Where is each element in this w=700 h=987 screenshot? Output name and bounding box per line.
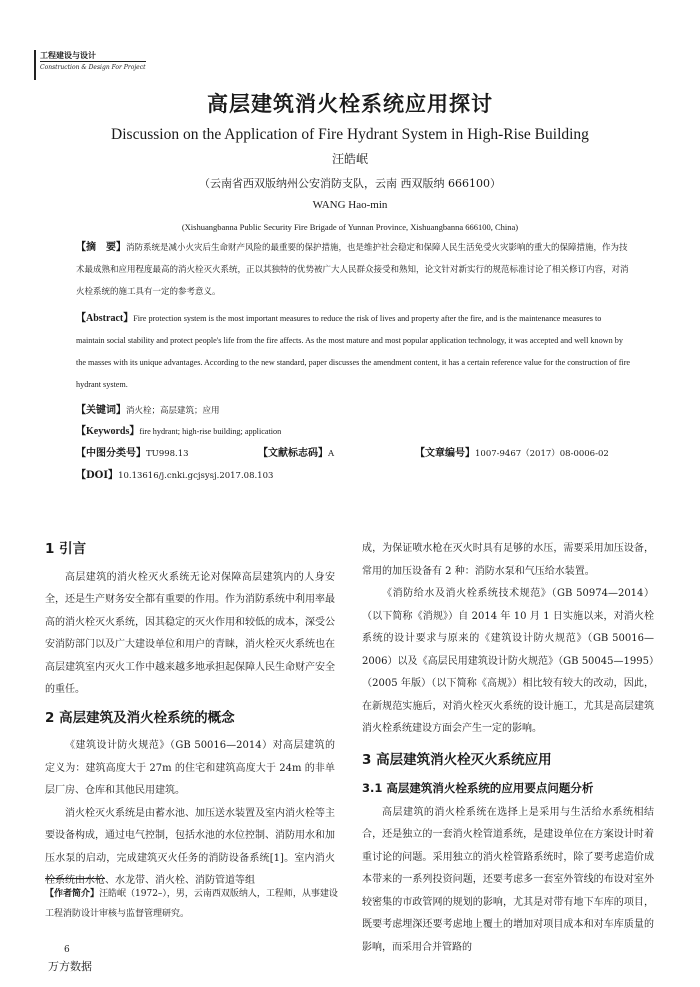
abstract-text-en: Fire protection system is the most important measures to reduce the risk of lives and property after the fire, and is the maintenance measures to maintain social stability and protect people's life from the fire affects. As the most mature and most popular application technology, it was accepted and well known by the masses with its unique advantages. According to the new standard, paper discusses the amendment content, it has a certain reference value for the construction of fire hydrant system. — [76, 314, 631, 389]
clc-label: 【中图分类号】 — [76, 448, 146, 459]
doi — [76, 466, 273, 481]
watermark: 万方数据 — [48, 960, 92, 973]
keywords-text-cn: 消火栓；高层建筑；应用 — [126, 406, 220, 416]
right-paragraph-regulation: 《消防给水及消火栓系统技术规范》（GB 50974—2014）（以下简称《消规》）自 2014 年 10 月 1 日实施以来，对消火栓系统的设计要求与原来的《建筑设计防火规范》（GB 50016—2006）以及《高层民用建筑设计防火规范》（GB 50045—1995）（2005 年版）（以下简称《高规》）相比较有较大的改动，因此，在新规范实施后，对消火栓灭火系统的设计施工，尤其是高层建筑消火栓系统建设方面会产生一定的影响。 — [362, 588, 654, 734]
article-number-value: 1007-9467（2017）08-0006-02 — [475, 449, 609, 459]
author-note — [45, 884, 341, 924]
right-column — [362, 538, 654, 959]
section-2-paragraph-1: 《建筑设计防火规范》（GB 50016—2014）对高层建筑的定义为：建筑高度大于 27m 的住宅和建筑高度大于 24m 的非单层厂房、仓库和其他民用建筑。 — [45, 740, 335, 796]
clc-value: TU998.13 — [146, 449, 189, 459]
page-number: 6 — [64, 945, 70, 955]
keywords-label-en: 【Keywords】 — [76, 426, 140, 437]
author-name-cn: 汪皓岷 — [331, 152, 368, 166]
abstract-en — [76, 308, 631, 396]
footnote-rule — [45, 878, 105, 879]
affiliation-cn: （云南省西双版纳州公安消防支队，云南 西双版纳 666100） — [199, 177, 501, 190]
article-title-en: Discussion on the Application of Fire Hydrant System in High-Rise Building — [111, 126, 589, 143]
doi-label: 【DOI】 — [76, 470, 119, 481]
section-1-heading: 1 引言 — [45, 541, 87, 557]
journal-header — [34, 50, 146, 80]
article-title-cn: 高层建筑消火栓系统应用探讨 — [207, 92, 493, 116]
document-code — [258, 444, 334, 459]
abstract-cn — [76, 237, 631, 303]
section-2-heading: 2 高层建筑及消火栓系统的概念 — [45, 709, 235, 726]
section-3-1-paragraph: 高层建筑的消火栓系统在选择上是采用与生活给水系统相结合，还是独立的一套消火栓管道系统，是建设单位在方案设计时着重讨论的问题。采用独立的消火栓管路系统时，除了要考虑造价成本带来的一系列投资问题，还要考虑多一套室外管线的布设对室外较密集的市政管网的规划的影响，尤其是对带有地下车库的项目，既要考虑埋深还要考虑地上覆土的增加对项目成本和对车库质量的影响，而采用合并管路的 — [362, 806, 654, 953]
journal-name-cn: 工程建设与设计 — [40, 51, 96, 60]
abstract-label-cn: 【摘 要】 — [76, 242, 126, 253]
keywords-en — [76, 421, 631, 443]
author-note-label: 【作者简介】 — [45, 889, 100, 899]
keywords-cn — [76, 400, 631, 422]
keywords-label-cn: 【关键词】 — [76, 405, 126, 416]
doi-value: 10.13616/j.cnki.gcjsysj.2017.08.103 — [118, 471, 274, 481]
right-paragraph-continued: 成，为保证喷水枪在灭火时具有足够的水压，需要采用加压设备，常用的加压设备有 2 种：消防水泵和气压给水装置。 — [362, 543, 654, 577]
affiliation-en: (Xishuangbanna Public Security Fire Brigade of Yunnan Province, Xishuangbanna 666100, China) — [181, 222, 519, 232]
document-code-label: 【文献标志码】 — [258, 448, 328, 459]
author-name-en: WANG Hao-min — [312, 199, 388, 211]
section-3-heading: 3 高层建筑消火栓灭火系统应用 — [362, 751, 552, 768]
journal-name-en: Construction & Design For Project — [40, 61, 146, 72]
article-number-label: 【文章编号】 — [415, 448, 475, 459]
abstract-label-en: 【Abstract】 — [76, 313, 134, 324]
left-column — [45, 538, 335, 893]
document-code-value: A — [328, 449, 335, 459]
article-number — [415, 444, 609, 459]
section-2-paragraph-2: 消火栓灭火系统是由蓄水池、加压送水装置及室内消火栓等主要设备构成，通过电气控制，包括水池的水位控制、消防用水和加压水泵的启动，完成建筑灭火任务的消防设备系统[1]。室内消火栓系统由水枪、水龙带、消火栓、消防管道等组 — [45, 807, 335, 886]
section-3-1-heading: 3.1 高层建筑消火栓系统的应用要点问题分析 — [362, 781, 594, 795]
author-note-text: 汪皓岷（1972–），男，云南西双版纳人，工程师，从事建设工程消防设计审核与监督管理研究。 — [45, 889, 338, 919]
keywords-text-en: fire hydrant; high-rise building; application — [139, 427, 282, 436]
section-1-paragraph: 高层建筑的消火栓灭火系统无论对保障高层建筑内的人身安全，还是生产财务安全都有重要的作用。作为消防系统中利用率最高的消火栓灭火系统，因其稳定的灭火作用和较低的成本，深受公安消防部门以及广大建设单位和用户的青睐，消火栓灭火系统也在高层建筑室内灭火工作中越来越多地承担起保障人民生命财产安全的重任。 — [45, 571, 335, 695]
clc-number — [76, 444, 189, 459]
abstract-text-cn: 消防系统是减小火灾后生命财产风险的最重要的保护措施，也是维护社会稳定和保障人民生活免受火灾影响的重大的保障措施，作为技术最成熟和应用程度最高的消火栓灭火系统，正以其独特的优势被广大人民群众接受和熟知，论文针对新实行的规范标准讨论了相关修订内容，对消火栓系统的施工具有一定的参考意义。 — [76, 243, 629, 297]
